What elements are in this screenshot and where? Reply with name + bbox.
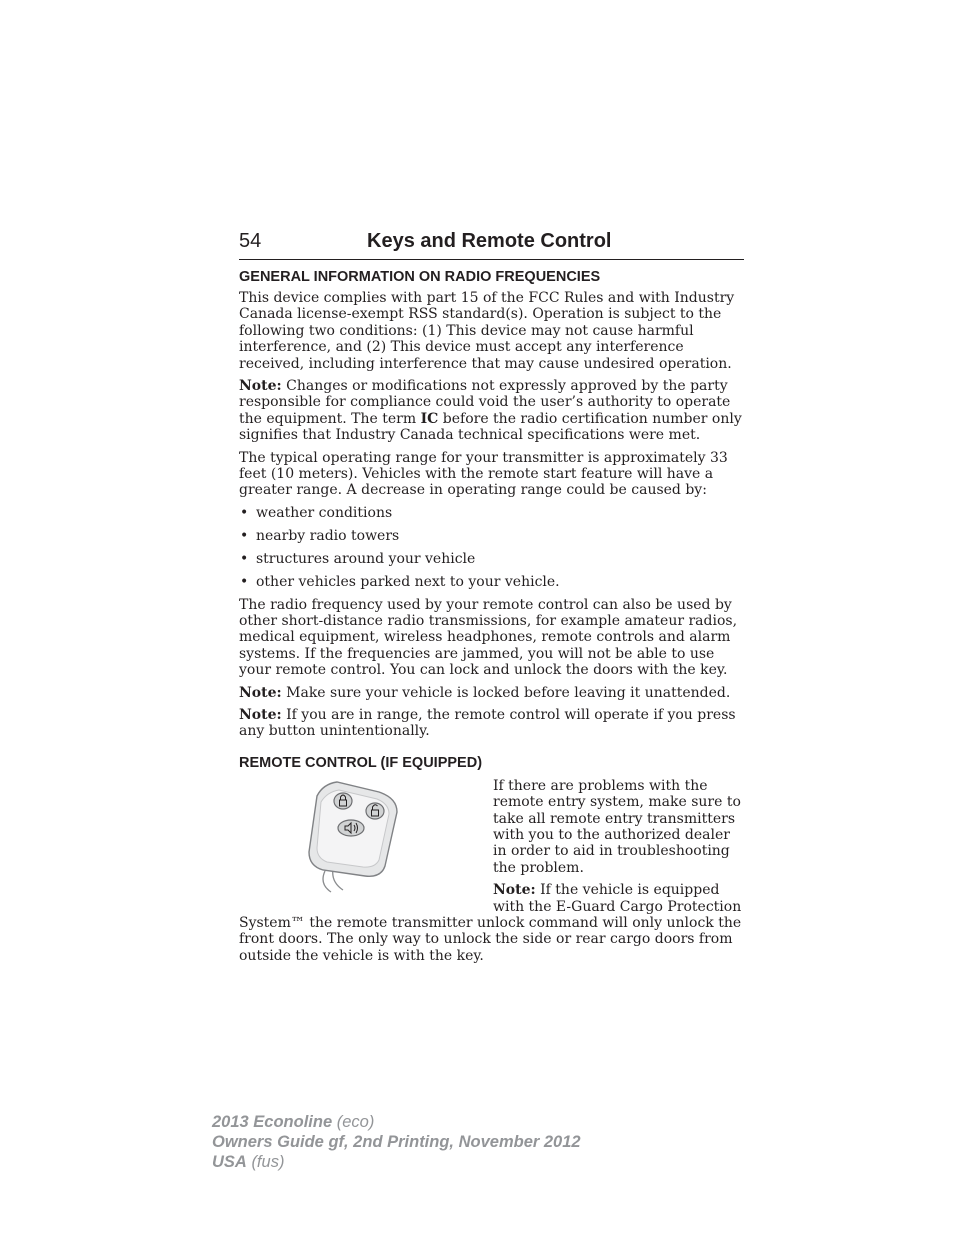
note-label: Note: <box>239 706 282 723</box>
paragraph-operating-range: The typical operating range for your transmitter is approximately 33 feet (10 meters). Vehicles with the remote start feature will have a greater range. A decrease in operating range could be caused by: <box>239 449 728 499</box>
page-footer <box>212 1112 581 1172</box>
list-item: • structures around your vehicle <box>239 551 744 567</box>
footer-line-model <box>212 1112 581 1132</box>
footer-line-guide <box>212 1132 581 1152</box>
page-header <box>239 229 744 260</box>
note-term-ic: IC <box>420 410 439 427</box>
page-number: 54 <box>239 230 262 252</box>
list-item: • nearby radio towers <box>239 528 744 544</box>
range-factors-list <box>239 505 744 590</box>
paragraph-remote-problems: If there are problems with the remote entry system, make sure to take all remote entry transmitters with you to the authorized dealer in order to aid in troubleshooting the problem. <box>493 777 741 876</box>
note-text: Changes or modifications not expressly approved by the party responsible for compliance could void the user’s authority to operate the equipment. The term <box>239 378 731 427</box>
footer-model: 2013 Econoline <box>212 1113 333 1131</box>
paragraph-fcc-compliance: This device complies with part 15 of the FCC Rules and with Industry Canada license-exempt RSS standard(s). Operation is subject to the following two conditions: (1) This device may not cause harmful interference, and (2) This device must accept any interference received, including interference that may cause undesired operation. <box>239 290 735 372</box>
note-label: Note: <box>239 378 282 395</box>
note-text: If you are in range, the remote control will operate if you press any button unintentionally. <box>239 706 736 740</box>
paragraph-radio-interference: The radio frequency used by your remote control can also be used by other short-distance radio transmissions, for example amateur radios, medical equipment, wireless headphones, remote controls and alarm systems. If the frequencies are jammed, you will not be able to use your remote control. You can lock and unlock the doors with the key. <box>239 596 738 679</box>
note-label: Note: <box>493 882 536 899</box>
note-lock-vehicle <box>239 685 744 701</box>
note-text: If the vehicle is equipped with the E-Guard Cargo Protection System™ the remote transmitter unlock command will only unlock the front doors. The only way to unlock the side or rear cargo doors from outside the vehicle is with the key. <box>239 882 742 964</box>
lock-button-icon <box>334 793 352 809</box>
section-title: Keys and Remote Control <box>367 230 612 252</box>
key-fob-icon <box>301 776 411 896</box>
footer-region: USA <box>212 1153 247 1171</box>
heading-radio-frequencies: GENERAL INFORMATION ON RADIO FREQUENCIES <box>239 269 601 285</box>
note-label: Note: <box>239 684 282 701</box>
list-item: • other vehicles parked next to your vehicle. <box>239 574 744 590</box>
footer-region-code: (fus) <box>251 1153 285 1171</box>
key-fob-figure <box>239 778 493 912</box>
unlock-button-icon <box>366 803 384 819</box>
note-text: Make sure your vehicle is locked before leaving it unattended. <box>286 684 731 701</box>
footer-guide: Owners Guide gf, 2nd Printing, November 2012 <box>212 1133 581 1151</box>
footer-model-code: (eco) <box>336 1113 375 1131</box>
note-text: before the radio certification number only signifies that Industry Canada technical specifications were met. <box>239 410 742 444</box>
page-content <box>239 268 744 970</box>
list-item: • weather conditions <box>239 505 744 521</box>
heading-remote-control: REMOTE CONTROL (IF EQUIPPED) <box>239 754 483 771</box>
note-unintentional-press <box>239 707 744 740</box>
panic-button-icon <box>338 820 364 836</box>
footer-line-region <box>212 1152 581 1172</box>
note-modifications <box>239 378 744 444</box>
